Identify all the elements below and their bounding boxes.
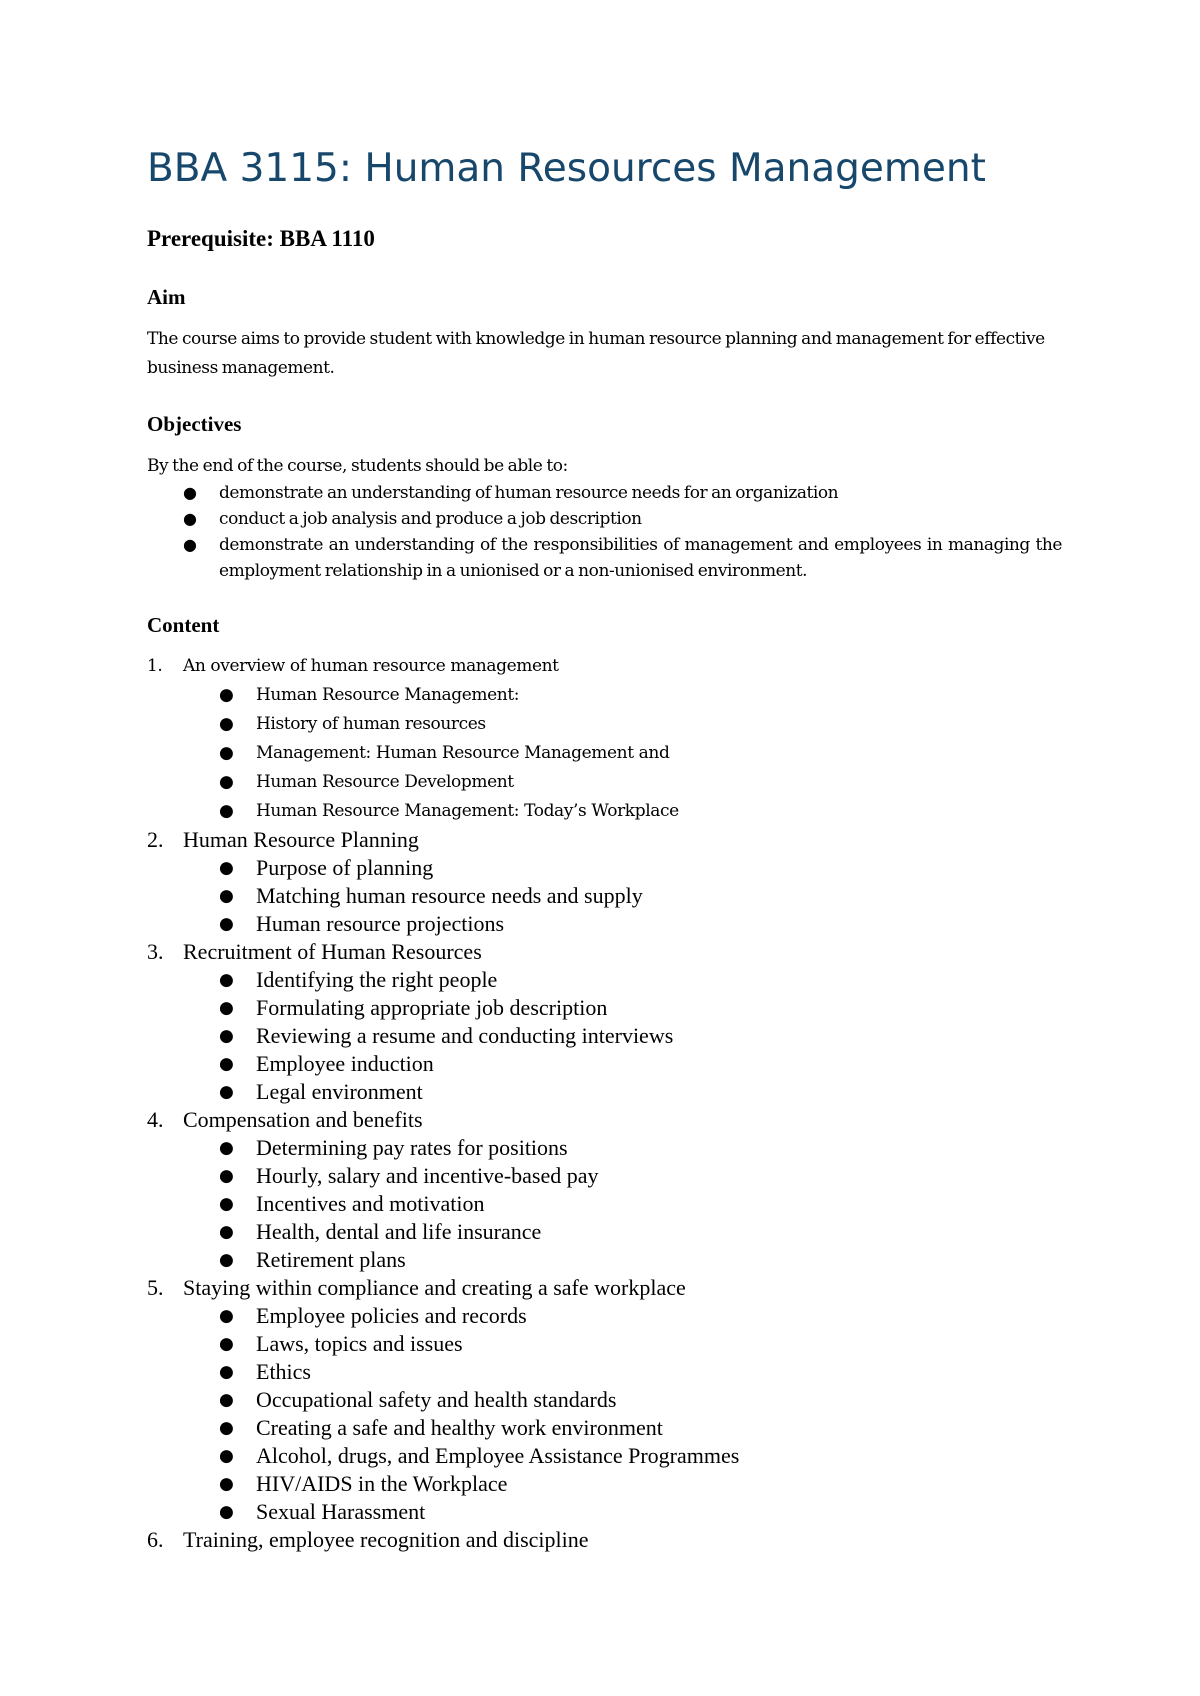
bullet-icon: ● — [219, 998, 234, 1018]
list-item: ● Identifying the right people — [219, 967, 498, 992]
bullet-icon: ● — [219, 1306, 234, 1326]
bullet-icon: ● — [219, 1390, 234, 1410]
topic-item — [147, 1274, 1062, 1526]
bullet-icon: ● — [219, 1082, 234, 1102]
list-item: ● Human Resource Management: — [147, 681, 1062, 710]
page-title: BBA 3115: Human Resources Management — [147, 146, 986, 191]
topic-title: An overview of human resource management — [183, 656, 559, 676]
list-item: ● Health, dental and life insurance — [219, 1219, 542, 1244]
objective-item — [147, 532, 1062, 584]
bullet-icon: ● — [219, 1138, 234, 1158]
bullet-icon: ● — [219, 886, 234, 906]
list-item: ● Sexual Harassment — [219, 1499, 426, 1524]
topic-item — [147, 826, 1062, 938]
list-item: ● Employee induction — [219, 1051, 434, 1076]
bullet-icon: ● — [219, 743, 234, 763]
objective-text: conduct a job analysis and produce a job description — [219, 509, 642, 529]
aim-heading: Aim — [147, 285, 186, 309]
list-item: ● Legal environment — [219, 1079, 423, 1104]
topic-number: 3. — [147, 939, 164, 964]
list-item: ● Occupational safety and health standards — [219, 1387, 617, 1412]
bullet-icon: ● — [219, 1222, 234, 1242]
list-item: ● HIV/AIDS in the Workplace — [219, 1471, 508, 1496]
list-item: ● Retirement plans — [219, 1247, 406, 1272]
bullet-icon: ● — [219, 914, 234, 934]
topic-subitems — [147, 966, 1062, 1106]
topic-subitems — [147, 1302, 1062, 1526]
bullet-icon: ● — [219, 1418, 234, 1438]
topic-number: 4. — [147, 1107, 164, 1132]
bullet-icon: ● — [219, 1026, 234, 1046]
bullet-icon: ● — [219, 1446, 234, 1466]
bullet-icon: ● — [219, 772, 234, 792]
list-item: ● Matching human resource needs and supply — [219, 883, 643, 908]
topic-title: Training, employee recognition and discipline — [183, 1527, 589, 1552]
bullet-icon: ● — [219, 685, 234, 705]
bullet-icon: ● — [219, 1334, 234, 1354]
list-item: ● Management: Human Resource Management and — [147, 739, 1062, 768]
list-item: ● Purpose of planning — [219, 855, 434, 880]
bullet-icon: ● — [219, 970, 234, 990]
topic-number: 5. — [147, 1275, 164, 1300]
bullet-icon: ● — [219, 858, 234, 878]
objective-item — [147, 506, 1062, 532]
list-item: ● Ethics — [219, 1359, 311, 1384]
aim-text: The course aims to provide student with knowledge in human resource planning and management for effective business management. — [147, 329, 1045, 378]
bullet-icon: ● — [219, 1474, 234, 1494]
topic-item — [147, 1526, 1062, 1554]
list-item: ● Alcohol, drugs, and Employee Assistance Programmes — [219, 1443, 740, 1468]
topic-title: Human Resource Planning — [183, 827, 419, 852]
list-item: ● Employee policies and records — [219, 1303, 527, 1328]
topic-item — [147, 1106, 1062, 1274]
content-topic-list — [147, 652, 1062, 1554]
list-item: ● Human resource projections — [219, 911, 505, 936]
objective-text: demonstrate an understanding of the responsibilities of management and employees in managing the employment relationship in a unionised or a non-unionised environment. — [219, 535, 1062, 581]
topic-number: 2. — [147, 827, 164, 852]
objective-item — [147, 480, 1062, 506]
topic-title: Staying within compliance and creating a safe workplace — [183, 1275, 686, 1300]
list-item: ● Determining pay rates for positions — [219, 1135, 568, 1160]
bullet-icon: ● — [219, 1250, 234, 1270]
bullet-icon: ● — [219, 801, 234, 821]
topic-number: 1. — [147, 656, 163, 676]
topic-subitems — [147, 681, 1062, 826]
objectives-heading: Objectives — [147, 412, 242, 436]
list-item: ● History of human resources — [147, 710, 1062, 739]
bullet-icon: ● — [183, 509, 197, 528]
list-item: ● Formulating appropriate job description — [219, 995, 608, 1020]
bullet-icon: ● — [219, 1502, 234, 1522]
content-heading: Content — [147, 613, 220, 637]
list-item: ● Creating a safe and healthy work environment — [219, 1415, 663, 1440]
topic-item — [147, 938, 1062, 1106]
list-item: ● Human Resource Development — [147, 768, 1062, 797]
bullet-icon: ● — [219, 1362, 234, 1382]
prerequisite-line: Prerequisite: BBA 1110 — [147, 226, 375, 251]
bullet-icon: ● — [183, 535, 197, 554]
topic-title: Recruitment of Human Resources — [183, 939, 482, 964]
bullet-icon: ● — [219, 1166, 234, 1186]
bullet-icon: ● — [219, 714, 234, 734]
list-item: ● Incentives and motivation — [219, 1191, 485, 1216]
list-item: ● Reviewing a resume and conducting interviews — [219, 1023, 674, 1048]
objectives-list — [147, 480, 1062, 584]
objectives-intro: By the end of the course, students should be able to: — [147, 456, 568, 476]
list-item: ● Hourly, salary and incentive-based pay — [219, 1163, 599, 1188]
objective-text: demonstrate an understanding of human resource needs for an organization — [219, 483, 839, 503]
topic-number: 6. — [147, 1527, 164, 1552]
bullet-icon: ● — [219, 1194, 234, 1214]
topic-title: Compensation and benefits — [183, 1107, 423, 1132]
topic-item — [147, 652, 1062, 826]
topic-subitems — [147, 854, 1062, 938]
bullet-icon: ● — [219, 1054, 234, 1074]
bullet-icon: ● — [183, 483, 197, 502]
list-item: ● Human Resource Management: Today’s Workplace — [147, 797, 1062, 826]
list-item: ● Laws, topics and issues — [219, 1331, 463, 1356]
topic-subitems — [147, 1134, 1062, 1274]
